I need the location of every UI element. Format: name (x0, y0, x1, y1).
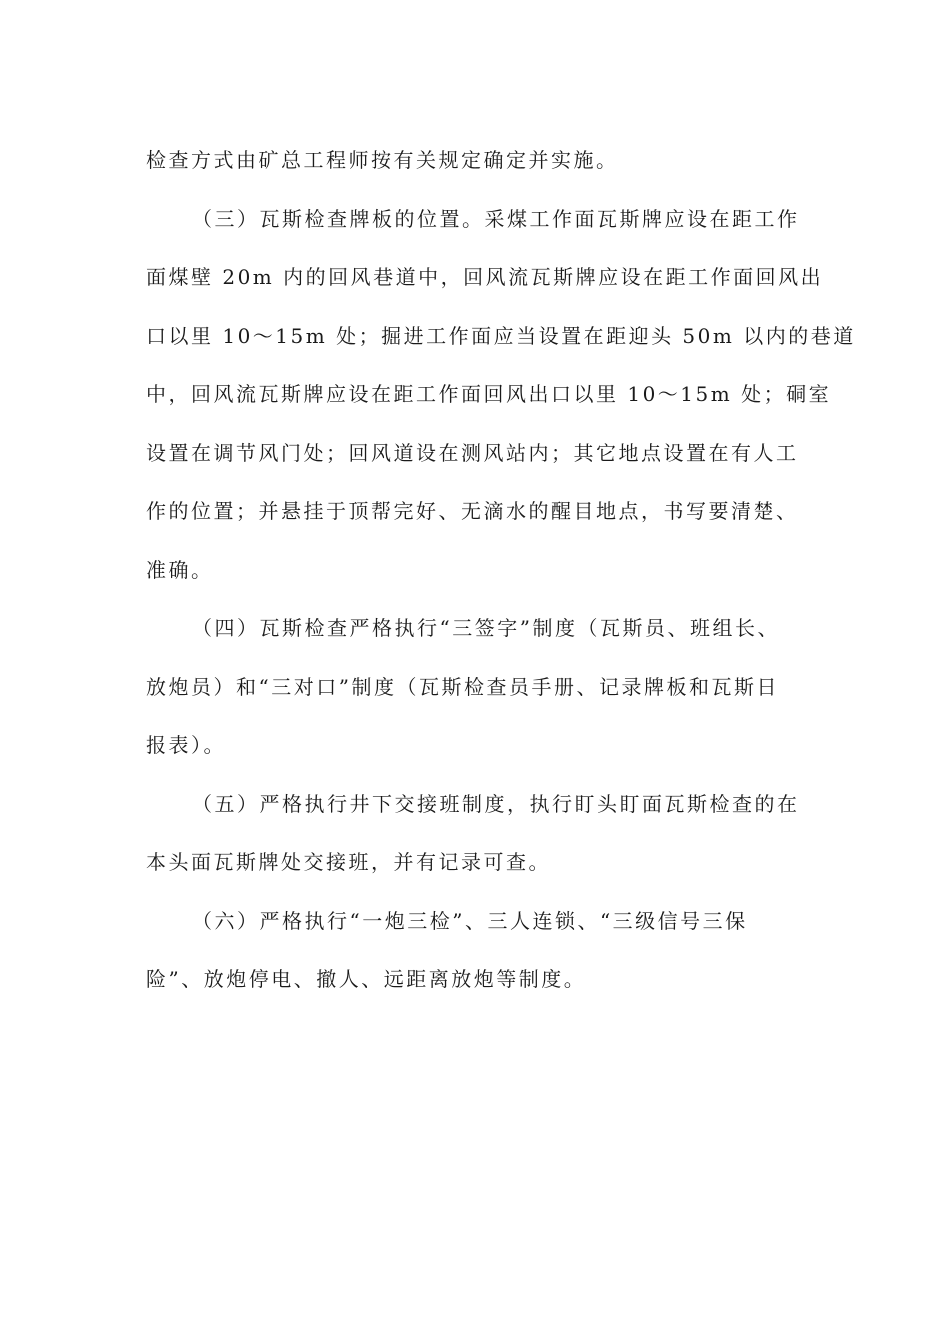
text-line: 面煤壁 20m 内的回风巷道中，回风流瓦斯牌应设在距工作面回风出 (146, 265, 824, 289)
text-line: （四）瓦斯检查严格执行“三签字”制度（瓦斯员、班组长、 (192, 616, 780, 640)
text-line: 准确。 (146, 557, 214, 582)
paragraph-1 (146, 131, 806, 190)
text-line: 检查方式由矿总工程师按有关规定确定并实施。 (146, 148, 619, 172)
text-line: （六）严格执行“一炮三检”、三人连锁、“三级信号三保 (192, 908, 748, 933)
text-line: 本头面瓦斯牌处交接班，并有记录可查。 (146, 850, 551, 874)
text-line: 报表）。 (146, 733, 226, 757)
text-line: 中，回风流瓦斯牌应设在距工作面回风出口以里 10～15m 处；硐室 (146, 382, 832, 406)
text-line: 设置在调节风门处；回风道设在测风站内；其它地点设置在有人工 (146, 440, 799, 465)
paragraph-3 (146, 599, 806, 775)
paragraph-5 (146, 892, 806, 1009)
document-body (146, 131, 856, 1009)
paragraph-4 (146, 775, 806, 892)
text-line: 口以里 10～15m 处；掘进工作面应当设置在距迎头 50m 以内的巷道 (146, 323, 856, 348)
text-line: （五）严格执行井下交接班制度，执行盯头盯面瓦斯检查的在 (192, 791, 800, 816)
text-line: 作的位置；并悬挂于顶帮完好、无滴水的醒目地点，书写要清楚、 (146, 499, 799, 523)
paragraph-2 (146, 190, 856, 600)
text-line: 险”、放炮停电、撤人、远距离放炮等制度。 (146, 967, 587, 991)
text-line: 放炮员）和“三对口”制度（瓦斯检查员手册、记录牌板和瓦斯日 (146, 674, 779, 699)
text-line: （三）瓦斯检查牌板的位置。采煤工作面瓦斯牌应设在距工作 (192, 206, 800, 231)
